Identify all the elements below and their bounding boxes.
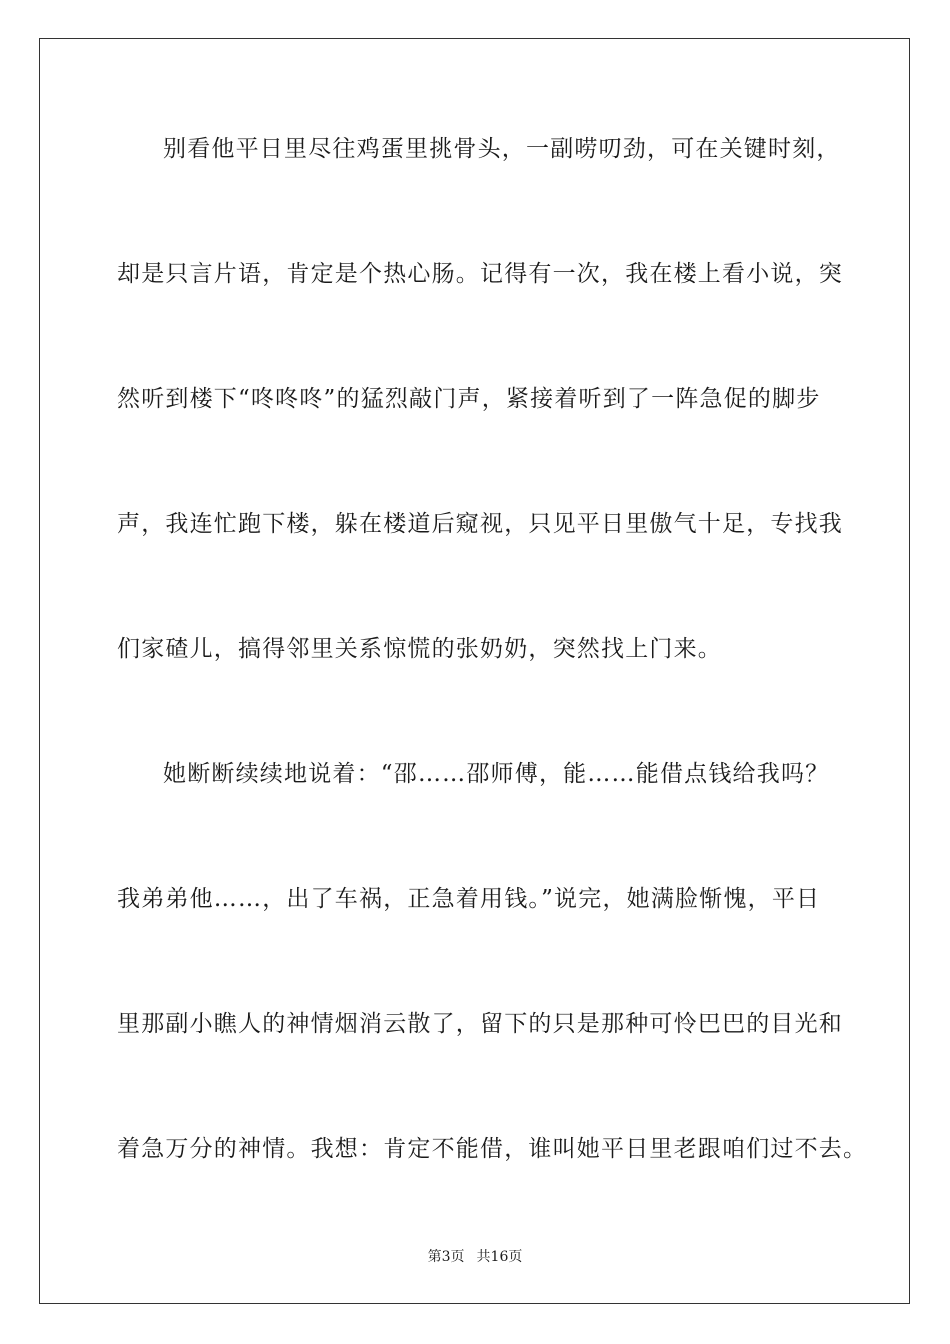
page-total: 共16页 [476,1249,523,1265]
page-border [39,38,910,1304]
paragraph-1-line-2: 却是只言片语，肯定是个热心肠。记得有一次，我在楼上看小说，突 [117,261,843,287]
page-footer [0,1248,950,1266]
paragraph-1-line-5: 们家碴儿，搞得邻里关系惊慌的张奶奶，突然找上门来。 [117,636,722,662]
paragraph-2-line-3: 里那副小瞧人的神情烟消云散了，留下的只是那种可怜巴巴的目光和 [117,1011,843,1037]
paragraph-2-line-1: 她断断续续地说着：“邵……邵师傅，能……能借点钱给我吗？ [163,761,830,787]
paragraph-1-line-1: 别看他平日里尽往鸡蛋里挑骨头，一副唠叨劲，可在关键时刻， [163,136,841,162]
paragraph-2-line-4: 着急万分的神情。我想：肯定不能借，谁叫她平日里老跟咱们过不去。 [117,1136,868,1162]
page-number: 第3页 [427,1249,465,1265]
paragraph-1-line-4: 声，我连忙跑下楼，躲在楼道后窥视，只见平日里傲气十足，专找我 [117,511,843,537]
paragraph-1-line-3: 然听到楼下“咚咚咚”的猛烈敲门声，紧接着听到了一阵急促的脚步 [117,386,821,412]
paragraph-2-line-2: 我弟弟他……，出了车祸，正急着用钱。”说完，她满脸惭愧，平日 [117,886,821,912]
